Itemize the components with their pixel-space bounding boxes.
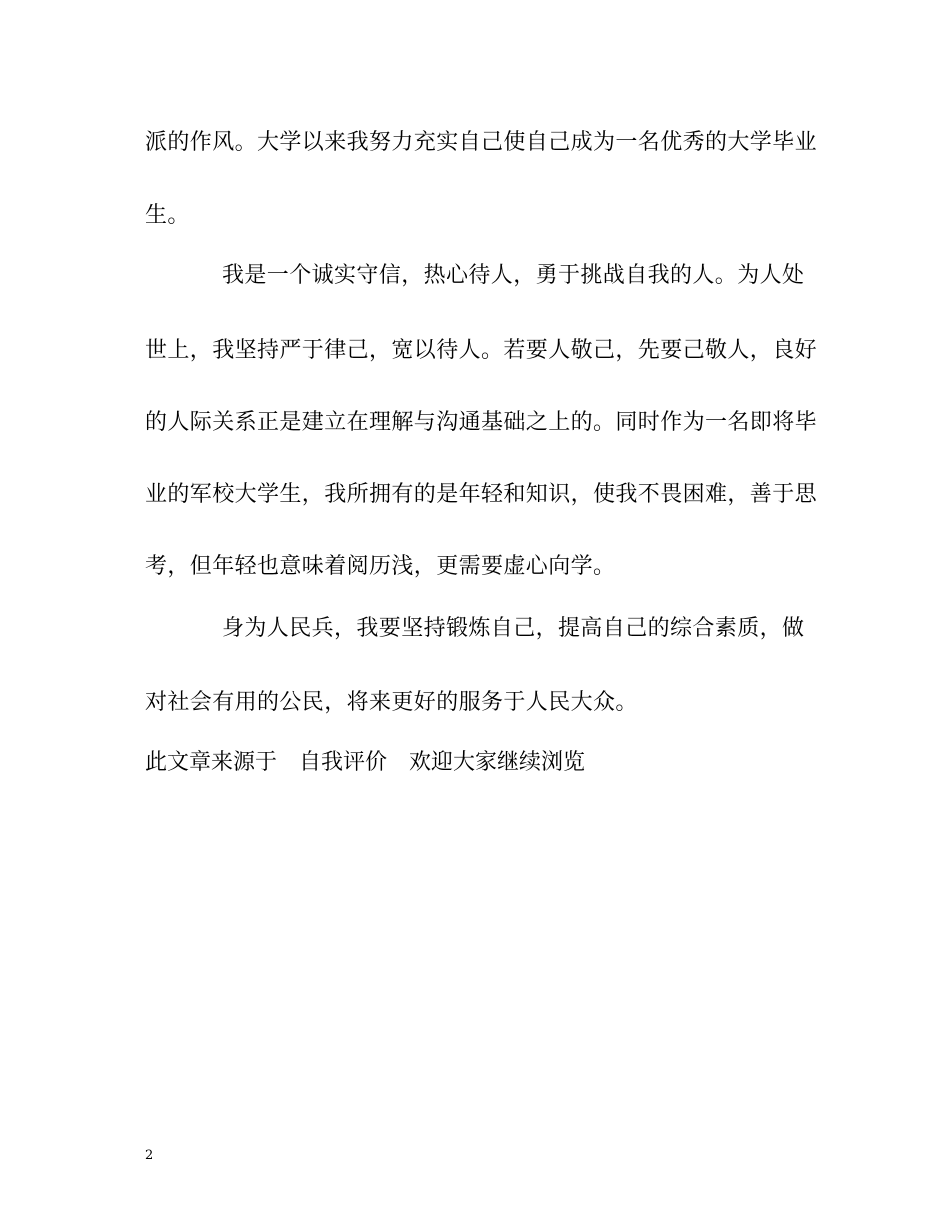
body-text-line: 的人际关系正是建立在理解与沟通基础之上的。同时作为一名即将毕 — [145, 410, 818, 435]
source-note — [145, 748, 585, 778]
page-number: 2 — [145, 1148, 154, 1163]
body-text-line: 身为人民兵，我要坚持锻炼自己，提高自己的综合素质，做 — [222, 616, 805, 641]
source-suffix: 欢迎大家继续浏览 — [409, 750, 586, 775]
body-text-line: 生。 — [145, 203, 190, 228]
source-link[interactable]: 自我评价 — [299, 750, 388, 775]
body-text-line: 我是一个诚实守信，热心待人，勇于挑战自我的人。为人处 — [222, 263, 805, 288]
body-text-line: 世上，我坚持严于律己，宽以待人。若要人敬己，先要己敬人，良好 — [145, 338, 818, 363]
body-text-line: 派的作风。大学以来我努力充实自己使自己成为一名优秀的大学毕业 — [145, 130, 818, 155]
source-prefix: 此文章来源于 — [145, 750, 278, 775]
body-text-line: 对社会有用的公民，将来更好的服务于人民大众。 — [145, 690, 638, 715]
body-text-line: 业的军校大学生，我所拥有的是年轻和知识，使我不畏困难，善于思 — [145, 482, 818, 507]
body-text-line: 考，但年轻也意味着阅历浅，更需要虚心向学。 — [145, 554, 616, 579]
